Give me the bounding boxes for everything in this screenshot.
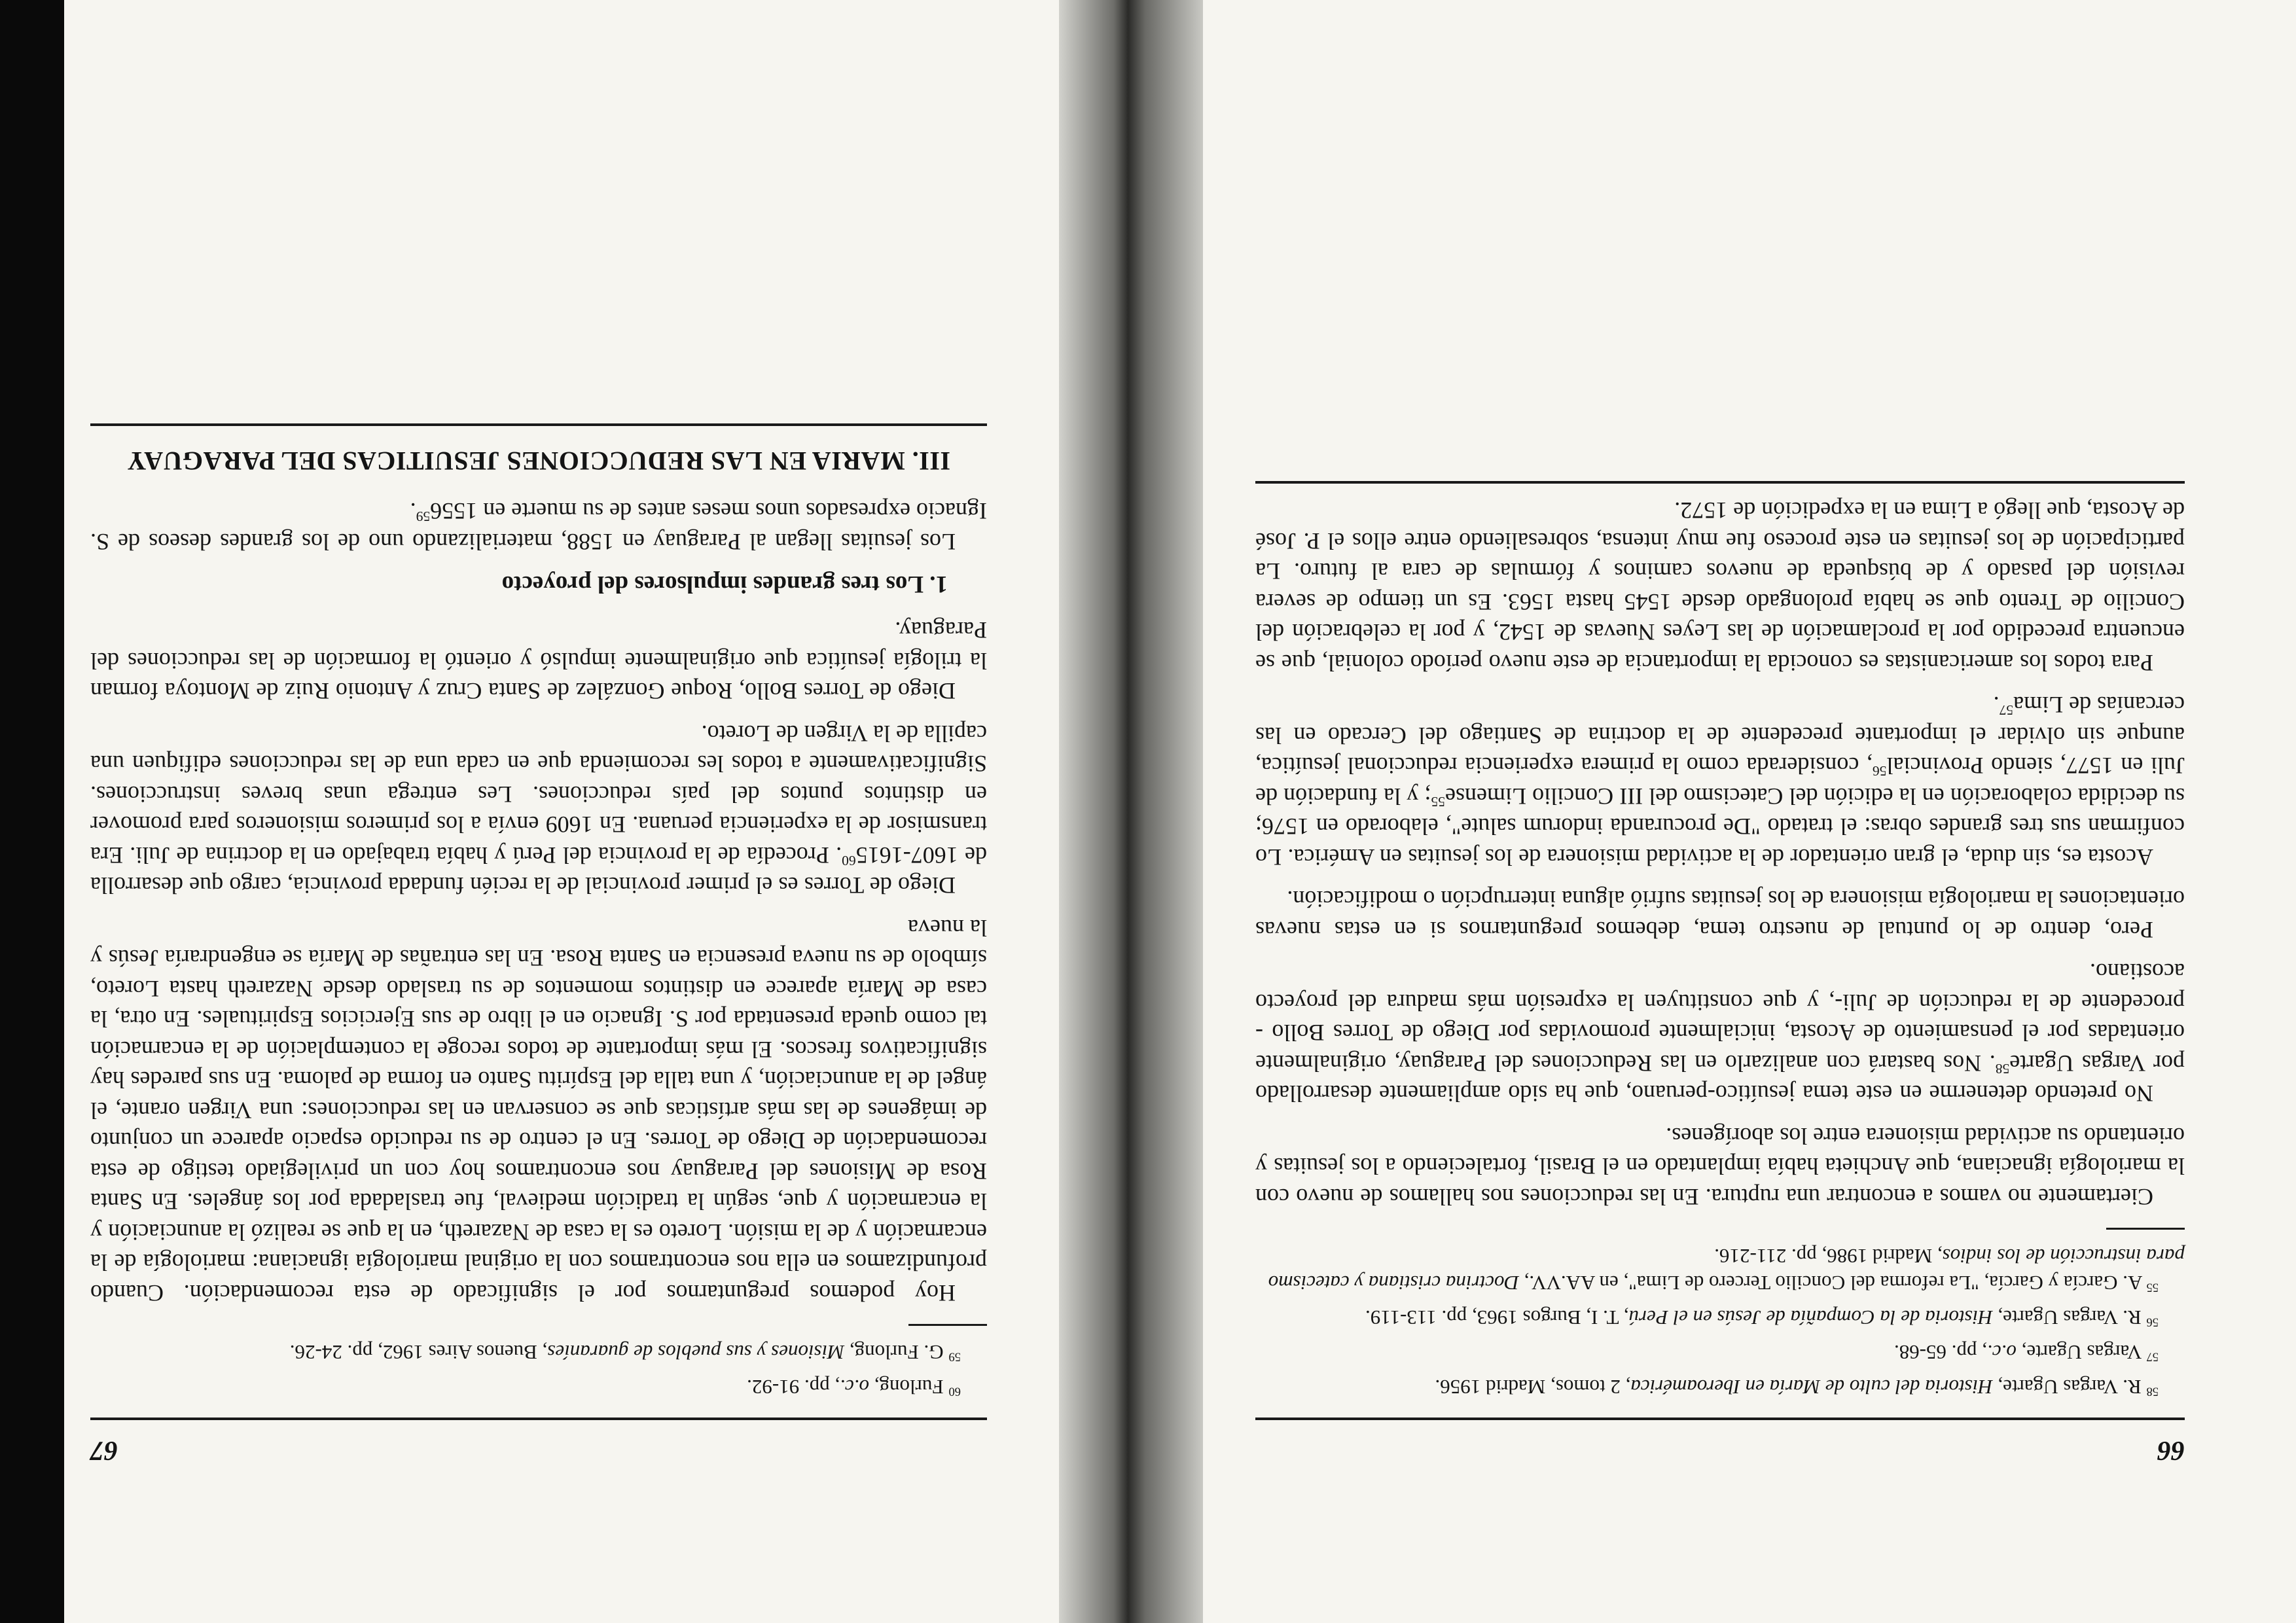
paragraph: No pretendo detenerme en este tema jesuítico-peruano, que ha sido ampliamente desarrollado por Vargas Ugarte$^{58}$. Nos bastará con analizarlo en las Reducciones del Paraguay, originalmente orientadas por el pensamiento de Acosta, inicialmente promovidas por Diego de Torres Bollo -procedente de la reducción de Juli-, y que constituyen la expresión más madura del proyecto acostiano. bbox=[1255, 959, 2185, 1107]
bottom-rule bbox=[90, 423, 987, 426]
book-gutter bbox=[1059, 0, 1203, 1623]
page-67-content bbox=[90, 404, 987, 1466]
footnote-separator bbox=[908, 1324, 987, 1326]
paragraph: Diego de Torres es el primer provincial de la recién fundada provincia, cargo que desarrolla de 1607-1615$^{60}$. Procedía de la provincia del Perú y había trabajado en la doctrina de Juli. Era transmisor de la experiencia peruana. En 1609 envía a los primeros misioneros para promover en distintos puntos del país reducciones. Les entrega unas breves instrucciones. Significativamente a todos les recomienda que en cada una de las reducciones edifiquen una capilla de la Virgen de Loreto. bbox=[90, 721, 987, 899]
section-heading: 1. Los tres grandes impulsores del proyecto bbox=[501, 571, 948, 597]
paragraph: Hoy podemos preguntarnos por el significado de esta recomendación. Cuando profundizamos en ella nos encontramos con la original mariología ignaciana: mariología de la encarnación y de la misión. Loreto es la casa de Nazareth, en la que se realizó la anunciación y la encarnación y que, según la tradición medieval, fue trasladada por los ángeles. En Santa Rosa de Misiones del Paraguay nos encontramos hoy con un privilegiado testigo de esta recomendación de Diego de Torres. En el centro de su reducido espacio aparece un conjunto de imágenes de las más artísticas que se conservan en las reducciones: una Virgen orante, el ángel de la anunciación, y una talla del Espíritu Santo en forma de paloma. En sus paredes hay significativos frescos. El más importante de todos recoge la contemplación de la encarnación tal como queda presentada por S. Ignacio en el libro de sus Ejercicios Espirituales. En otra, la casa de María aparece en distintos momentos de su traslado desde Nazareth hasta Loreto, símbolo de su nueva presencia en Santa Rosa. En las entrañas de María se engendraría Jesús y la nueva bbox=[90, 915, 987, 1306]
footnote-60: $^{60}$ Furlong, o.c., pp. 91-92. bbox=[747, 1376, 961, 1399]
page-67 bbox=[64, 0, 1059, 1623]
footnotes-67 bbox=[90, 1324, 987, 1400]
paragraph: Ciertamente no vamos a encontrar una ruptura. En las reducciones nos hallamos de nuevo con la mariología ignaciana, que Anchieta había implantado en el Brasil, fortaleciendo a los jesuitas y orientando su actividad misionera entre los aborígenes. bbox=[1255, 1123, 2185, 1210]
footnote-57: $^{57}$ Vargas Ugarte, o.c., pp. 65-68. bbox=[1893, 1341, 2159, 1364]
footnote-56: $^{56}$ R. Vargas Ugarte, Historia de la Compañía de Jesús en el Perú, T. I, Burgos 1963, pp. 113-119. bbox=[1365, 1306, 2159, 1329]
footnote-separator bbox=[2106, 1228, 2185, 1230]
scan-border bbox=[0, 0, 64, 1623]
page-67-header bbox=[90, 1420, 987, 1466]
page-number-66: 66 bbox=[2157, 1435, 2185, 1465]
part-heading: III. MARIA EN LAS REDUCCIONES JESUITICAS DEL PARAGUAY bbox=[127, 446, 950, 476]
page-66-content bbox=[1255, 461, 2185, 1466]
paragraph: Los jesuitas llegan al Paraguay en 1588, materializando uno de los grandes deseos de S. Ignacio expresados unos meses antes de su muerte en 1556$^{59}$. bbox=[90, 498, 987, 555]
paragraph: Para todos los americanistas es conocida la importancia de este nuevo período colonial, que se encuentra precedido por la proclamación de las Leyes Nuevas de 1542, y por la celebración del Concilio de Trento que se había prolongado desde 1545 hasta 1563. Es un tiempo de severa revisión del pasado y de búsqueda de nuevos caminos y fórmulas de cara al futuro. La participación de los jesuitas en este proceso fue muy intensa, sobresaliendo entre ellos el P. José de Acosta, que llegó a Lima en la expedición de 1572. bbox=[1255, 497, 2185, 676]
page-66 bbox=[1203, 0, 2296, 1623]
bottom-rule bbox=[1255, 481, 2185, 484]
paragraph: Acosta es, sin duda, el gran orientador de la actividad misionera de los jesuitas en América. Lo confirman sus tres grandes obras: el tratado "De procuranda indorum salute", elaborado en 1576; su decidida colaboración en la edición del Catecismo del III Concilio Limense$^{55}$; y la fundación de Juli en 1577, siendo Provincial$^{56}$, considerada como la primera experiencia reduccional jesuítica, aunque sin olvidar el importante precedente de la doctrina de Santiago del Cercado en las cercanías de Lima$^{57}$. bbox=[1255, 692, 2185, 870]
footnote-58: $^{58}$ R. Vargas Ugarte, Historia del culto de María en Iberoamérica, 2 tomos, Madrid 1956. bbox=[1435, 1376, 2159, 1399]
paragraph: Diego de Torres Bollo, Roque González de Santa Cruz y Antonio Ruiz de Montoya forman la trilogía jesuítica que originalmente impulsó y orientó la formación de las reducciones del Paraguay. bbox=[90, 617, 987, 705]
footnotes-66 bbox=[1255, 1228, 2185, 1400]
paragraph: Pero, dentro de lo puntual de nuestro tema, debemos preguntarnos si en estas nuevas orientaciones la mariología misionera de los jesuitas sufrió alguna interrupción o modificación. bbox=[1255, 886, 2185, 943]
footnote-55: $^{55}$ A. García y García, "La reforma del Concilio Tercero de Lima", en AA.VV., Doctrina cristiana y catecismo para instrucción de los indios, Madrid 1986, pp. 211-216. bbox=[1268, 1245, 2185, 1294]
page-66-header bbox=[1255, 1420, 2185, 1466]
page-number-67: 67 bbox=[90, 1435, 118, 1465]
footnote-59: $^{59}$ G. Furlong, Misiones y sus pueblos de guaraníes, Buenos Aires 1962, pp. 24-26. bbox=[289, 1341, 961, 1364]
